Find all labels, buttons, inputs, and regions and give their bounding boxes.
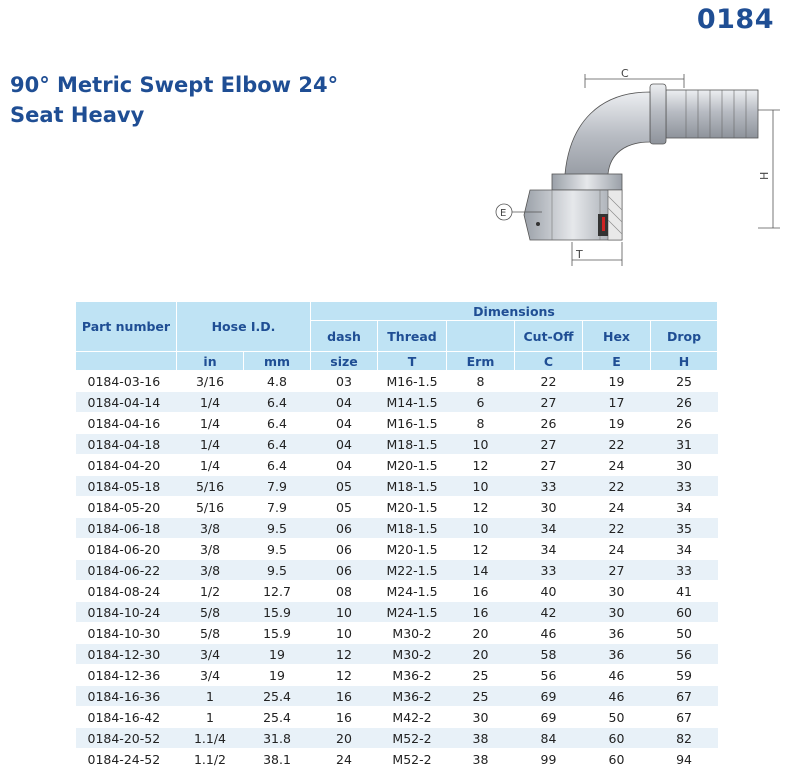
drop-cell: 30 bbox=[651, 455, 718, 476]
dash-size-cell: 20 bbox=[311, 728, 378, 749]
col-part-number: Part number bbox=[76, 302, 177, 352]
erm-cell: 25 bbox=[447, 665, 515, 686]
label-h: H bbox=[758, 171, 771, 180]
hex-cell: 46 bbox=[583, 665, 651, 686]
hose-mm-cell: 4.8 bbox=[244, 371, 311, 392]
hose-in-cell: 1/2 bbox=[177, 581, 244, 602]
col-cutoff: Cut-Off bbox=[515, 321, 583, 352]
erm-cell: 20 bbox=[447, 623, 515, 644]
col-dimensions: Dimensions bbox=[311, 302, 718, 321]
part-number-cell: 0184-03-16 bbox=[76, 371, 177, 392]
table-row bbox=[76, 560, 718, 581]
hose-mm-cell: 7.9 bbox=[244, 497, 311, 518]
part-number-cell: 0184-24-52 bbox=[76, 749, 177, 770]
hex-cell: 19 bbox=[583, 371, 651, 392]
thread-cell: M30-2 bbox=[378, 644, 447, 665]
product-title-line2: Seat Heavy bbox=[10, 103, 145, 127]
hose-mm-cell: 9.5 bbox=[244, 539, 311, 560]
cutoff-cell: 27 bbox=[515, 392, 583, 413]
dash-size-cell: 05 bbox=[311, 476, 378, 497]
thread-cell: M14-1.5 bbox=[378, 392, 447, 413]
sub-e: E bbox=[583, 352, 651, 371]
erm-cell: 8 bbox=[447, 371, 515, 392]
hose-mm-cell: 12.7 bbox=[244, 581, 311, 602]
erm-cell: 25 bbox=[447, 686, 515, 707]
drop-cell: 25 bbox=[651, 371, 718, 392]
drop-cell: 50 bbox=[651, 623, 718, 644]
hose-mm-cell: 6.4 bbox=[244, 455, 311, 476]
hose-in-cell: 3/16 bbox=[177, 371, 244, 392]
table-row bbox=[76, 665, 718, 686]
sub-mm: mm bbox=[244, 352, 311, 371]
erm-cell: 10 bbox=[447, 518, 515, 539]
hex-cell: 24 bbox=[583, 539, 651, 560]
part-number-cell: 0184-16-42 bbox=[76, 707, 177, 728]
cutoff-cell: 26 bbox=[515, 413, 583, 434]
hose-mm-cell: 6.4 bbox=[244, 413, 311, 434]
hose-in-cell: 3/4 bbox=[177, 644, 244, 665]
hose-mm-cell: 19 bbox=[244, 644, 311, 665]
dash-size-cell: 03 bbox=[311, 371, 378, 392]
drop-cell: 31 bbox=[651, 434, 718, 455]
hose-mm-cell: 6.4 bbox=[244, 434, 311, 455]
col-drop: Drop bbox=[651, 321, 718, 352]
dash-size-cell: 06 bbox=[311, 518, 378, 539]
table-row bbox=[76, 623, 718, 644]
erm-cell: 10 bbox=[447, 434, 515, 455]
table-row bbox=[76, 434, 718, 455]
part-number-cell: 0184-16-36 bbox=[76, 686, 177, 707]
thread-cell: M18-1.5 bbox=[378, 434, 447, 455]
erm-cell: 6 bbox=[447, 392, 515, 413]
cutoff-cell: 33 bbox=[515, 560, 583, 581]
table-row bbox=[76, 392, 718, 413]
dash-size-cell: 16 bbox=[311, 686, 378, 707]
dimension-h bbox=[758, 110, 780, 228]
dash-size-cell: 04 bbox=[311, 413, 378, 434]
part-number-cell: 0184-04-16 bbox=[76, 413, 177, 434]
dash-size-cell: 05 bbox=[311, 497, 378, 518]
hex-cell: 46 bbox=[583, 686, 651, 707]
part-number-cell: 0184-04-18 bbox=[76, 434, 177, 455]
table-row bbox=[76, 581, 718, 602]
label-e: E bbox=[500, 208, 507, 219]
hose-in-cell: 3/4 bbox=[177, 665, 244, 686]
table-row bbox=[76, 371, 718, 392]
cutoff-cell: 56 bbox=[515, 665, 583, 686]
sub-empty bbox=[76, 352, 177, 371]
thread-cell: M18-1.5 bbox=[378, 518, 447, 539]
col-dash: dash bbox=[311, 321, 378, 352]
thread-cell: M20-1.5 bbox=[378, 497, 447, 518]
part-number-cell: 0184-06-18 bbox=[76, 518, 177, 539]
col-thread: Thread bbox=[378, 321, 447, 352]
dash-size-cell: 10 bbox=[311, 623, 378, 644]
hex-cell: 36 bbox=[583, 623, 651, 644]
dash-size-cell: 10 bbox=[311, 602, 378, 623]
product-title-line1: 90° Metric Swept Elbow 24° bbox=[10, 73, 339, 97]
table-row bbox=[76, 644, 718, 665]
part-number-cell: 0184-20-52 bbox=[76, 728, 177, 749]
thread-cell: M24-1.5 bbox=[378, 602, 447, 623]
erm-cell: 38 bbox=[447, 749, 515, 770]
hex-cell: 60 bbox=[583, 728, 651, 749]
hose-mm-cell: 15.9 bbox=[244, 623, 311, 644]
thread-cell: M20-1.5 bbox=[378, 539, 447, 560]
drop-cell: 34 bbox=[651, 497, 718, 518]
part-number-cell: 0184-04-20 bbox=[76, 455, 177, 476]
dash-size-cell: 04 bbox=[311, 455, 378, 476]
erm-cell: 20 bbox=[447, 644, 515, 665]
erm-cell: 12 bbox=[447, 497, 515, 518]
part-number-cell: 0184-05-20 bbox=[76, 497, 177, 518]
label-t: T bbox=[576, 248, 583, 261]
part-number-cell: 0184-08-24 bbox=[76, 581, 177, 602]
sub-h: H bbox=[651, 352, 718, 371]
thread-cell: M20-1.5 bbox=[378, 455, 447, 476]
sub-erm: Erm bbox=[447, 352, 515, 371]
cutoff-cell: 42 bbox=[515, 602, 583, 623]
erm-cell: 16 bbox=[447, 581, 515, 602]
hex-cell: 19 bbox=[583, 413, 651, 434]
cutoff-cell: 30 bbox=[515, 497, 583, 518]
table-row bbox=[76, 476, 718, 497]
hex-cell: 50 bbox=[583, 707, 651, 728]
erm-cell: 10 bbox=[447, 476, 515, 497]
cutoff-cell: 69 bbox=[515, 707, 583, 728]
thread-cell: M36-2 bbox=[378, 686, 447, 707]
cutoff-cell: 27 bbox=[515, 455, 583, 476]
dash-size-cell: 04 bbox=[311, 434, 378, 455]
cutoff-cell: 99 bbox=[515, 749, 583, 770]
dimension-t bbox=[572, 242, 622, 266]
dash-size-cell: 16 bbox=[311, 707, 378, 728]
erm-cell: 8 bbox=[447, 413, 515, 434]
sub-t: T bbox=[378, 352, 447, 371]
hex-cell: 36 bbox=[583, 644, 651, 665]
hose-in-cell: 5/16 bbox=[177, 497, 244, 518]
erm-cell: 38 bbox=[447, 728, 515, 749]
hose-in-cell: 1.1/2 bbox=[177, 749, 244, 770]
thread-cell: M18-1.5 bbox=[378, 476, 447, 497]
cutoff-cell: 46 bbox=[515, 623, 583, 644]
thread-cell: M52-2 bbox=[378, 728, 447, 749]
cutoff-cell: 27 bbox=[515, 434, 583, 455]
cutoff-cell: 40 bbox=[515, 581, 583, 602]
part-number-cell: 0184-10-24 bbox=[76, 602, 177, 623]
hex-cell: 24 bbox=[583, 455, 651, 476]
hose-in-cell: 5/8 bbox=[177, 623, 244, 644]
hex-cell: 22 bbox=[583, 476, 651, 497]
thread-cell: M42-2 bbox=[378, 707, 447, 728]
cutoff-cell: 69 bbox=[515, 686, 583, 707]
table-row bbox=[76, 455, 718, 476]
part-number-cell: 0184-10-30 bbox=[76, 623, 177, 644]
hose-in-cell: 1 bbox=[177, 686, 244, 707]
dash-size-cell: 06 bbox=[311, 539, 378, 560]
hose-in-cell: 1 bbox=[177, 707, 244, 728]
thread-cell: M30-2 bbox=[378, 623, 447, 644]
hose-in-cell: 3/8 bbox=[177, 560, 244, 581]
sub-c: C bbox=[515, 352, 583, 371]
table-row bbox=[76, 497, 718, 518]
hose-mm-cell: 9.5 bbox=[244, 518, 311, 539]
drop-cell: 82 bbox=[651, 728, 718, 749]
drop-cell: 26 bbox=[651, 413, 718, 434]
hex-cell: 30 bbox=[583, 581, 651, 602]
part-number-cell: 0184-04-14 bbox=[76, 392, 177, 413]
hose-mm-cell: 7.9 bbox=[244, 476, 311, 497]
thread-cell: M36-2 bbox=[378, 665, 447, 686]
hose-in-cell: 5/8 bbox=[177, 602, 244, 623]
hex-cell: 27 bbox=[583, 560, 651, 581]
table-row bbox=[76, 413, 718, 434]
drop-cell: 35 bbox=[651, 518, 718, 539]
part-number-cell: 0184-06-22 bbox=[76, 560, 177, 581]
dimension-c bbox=[585, 67, 684, 88]
hose-tail bbox=[650, 84, 758, 144]
hose-in-cell: 3/8 bbox=[177, 518, 244, 539]
cutoff-cell: 34 bbox=[515, 539, 583, 560]
erm-cell: 14 bbox=[447, 560, 515, 581]
drop-cell: 59 bbox=[651, 665, 718, 686]
thread-cell: M52-2 bbox=[378, 749, 447, 770]
sub-in: in bbox=[177, 352, 244, 371]
hex-cell: 17 bbox=[583, 392, 651, 413]
thread-cell: M16-1.5 bbox=[378, 371, 447, 392]
dash-size-cell: 24 bbox=[311, 749, 378, 770]
hex-cell: 60 bbox=[583, 749, 651, 770]
hose-in-cell: 1/4 bbox=[177, 392, 244, 413]
dash-size-cell: 04 bbox=[311, 392, 378, 413]
hex-cell: 22 bbox=[583, 518, 651, 539]
cutoff-cell: 34 bbox=[515, 518, 583, 539]
hose-mm-cell: 9.5 bbox=[244, 560, 311, 581]
hex-cell: 22 bbox=[583, 434, 651, 455]
erm-cell: 12 bbox=[447, 455, 515, 476]
hose-in-cell: 1/4 bbox=[177, 413, 244, 434]
drop-cell: 67 bbox=[651, 707, 718, 728]
part-number-cell: 0184-12-30 bbox=[76, 644, 177, 665]
label-c: C bbox=[621, 67, 629, 80]
table-row bbox=[76, 539, 718, 560]
table-row bbox=[76, 728, 718, 749]
drop-cell: 56 bbox=[651, 644, 718, 665]
dash-size-cell: 12 bbox=[311, 644, 378, 665]
hex-cell: 24 bbox=[583, 497, 651, 518]
hose-mm-cell: 25.4 bbox=[244, 707, 311, 728]
product-title bbox=[10, 70, 338, 130]
table-row bbox=[76, 518, 718, 539]
hose-mm-cell: 15.9 bbox=[244, 602, 311, 623]
table-row bbox=[76, 749, 718, 770]
drop-cell: 94 bbox=[651, 749, 718, 770]
drop-cell: 41 bbox=[651, 581, 718, 602]
hose-in-cell: 3/8 bbox=[177, 539, 244, 560]
erm-cell: 30 bbox=[447, 707, 515, 728]
hose-mm-cell: 19 bbox=[244, 665, 311, 686]
hose-in-cell: 5/16 bbox=[177, 476, 244, 497]
drop-cell: 60 bbox=[651, 602, 718, 623]
col-hex: Hex bbox=[583, 321, 651, 352]
dash-size-cell: 12 bbox=[311, 665, 378, 686]
table-row bbox=[76, 707, 718, 728]
hose-mm-cell: 25.4 bbox=[244, 686, 311, 707]
catalog-code: 0184 bbox=[696, 4, 774, 35]
sub-size: size bbox=[311, 352, 378, 371]
hex-cell: 30 bbox=[583, 602, 651, 623]
part-number-cell: 0184-06-20 bbox=[76, 539, 177, 560]
part-number-cell: 0184-12-36 bbox=[76, 665, 177, 686]
specification-table bbox=[75, 301, 718, 770]
thread-cell: M22-1.5 bbox=[378, 560, 447, 581]
cutoff-cell: 84 bbox=[515, 728, 583, 749]
drop-cell: 34 bbox=[651, 539, 718, 560]
drop-cell: 33 bbox=[651, 476, 718, 497]
hose-mm-cell: 38.1 bbox=[244, 749, 311, 770]
drop-cell: 26 bbox=[651, 392, 718, 413]
part-number-cell: 0184-05-18 bbox=[76, 476, 177, 497]
cutoff-cell: 58 bbox=[515, 644, 583, 665]
col-hose-id: Hose I.D. bbox=[177, 302, 311, 352]
dash-size-cell: 08 bbox=[311, 581, 378, 602]
thread-cell: M24-1.5 bbox=[378, 581, 447, 602]
hose-mm-cell: 6.4 bbox=[244, 392, 311, 413]
erm-cell: 16 bbox=[447, 602, 515, 623]
o-ring-accent bbox=[602, 217, 605, 231]
hose-in-cell: 1/4 bbox=[177, 434, 244, 455]
thread-cell: M16-1.5 bbox=[378, 413, 447, 434]
erm-cell: 12 bbox=[447, 539, 515, 560]
table-row bbox=[76, 686, 718, 707]
cutoff-cell: 33 bbox=[515, 476, 583, 497]
fitting-drawing bbox=[490, 62, 786, 272]
table-row bbox=[76, 602, 718, 623]
col-erm-top bbox=[447, 321, 515, 352]
hose-mm-cell: 31.8 bbox=[244, 728, 311, 749]
hose-in-cell: 1.1/4 bbox=[177, 728, 244, 749]
hose-in-cell: 1/4 bbox=[177, 455, 244, 476]
dash-size-cell: 06 bbox=[311, 560, 378, 581]
cutoff-cell: 22 bbox=[515, 371, 583, 392]
drop-cell: 33 bbox=[651, 560, 718, 581]
drop-cell: 67 bbox=[651, 686, 718, 707]
